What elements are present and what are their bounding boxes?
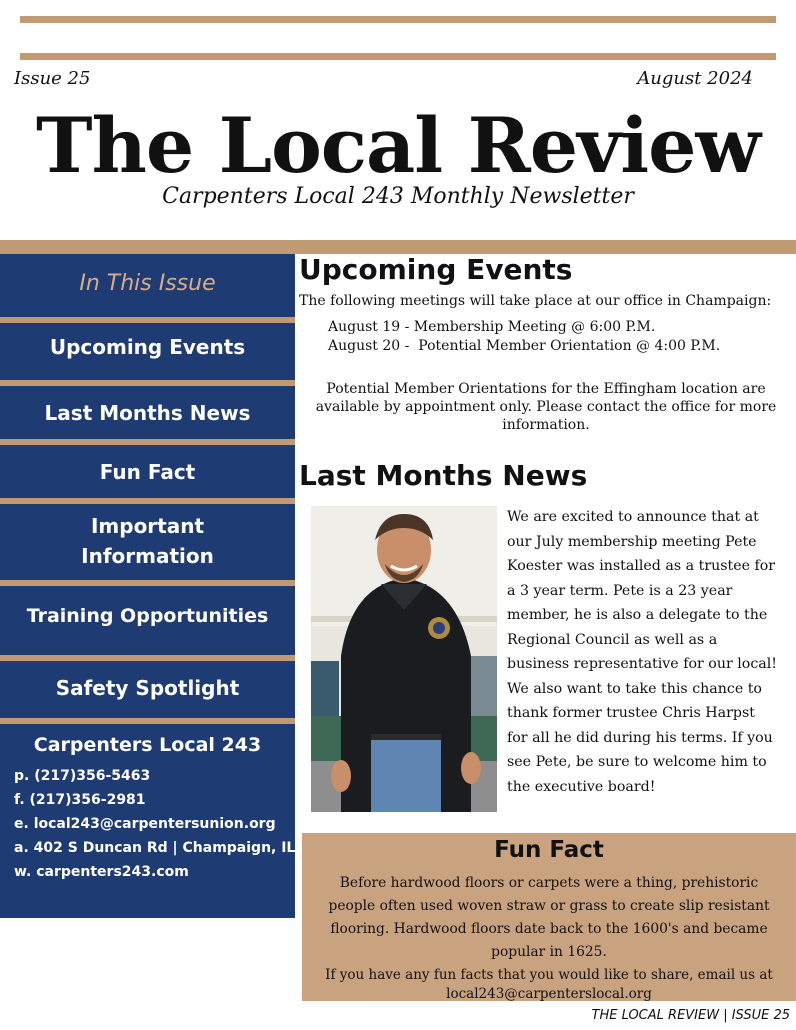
- newsletter-subtitle: Carpenters Local 243 Monthly Newsletter: [162, 184, 634, 209]
- fun-fact-line: popular in 1625.: [491, 944, 607, 960]
- contact-title: Carpenters Local 243: [33, 734, 262, 756]
- sidebar-item-training-opportunities[interactable]: Training Opportunities: [26, 605, 269, 627]
- news-line: business representative for our local!: [507, 656, 777, 672]
- sidebar-divider: [0, 655, 295, 661]
- fun-fact-line: people often used woven straw or grass to create slip resistant: [328, 898, 770, 914]
- sidebar-divider: [0, 439, 295, 445]
- sidebar-divider: [0, 580, 295, 586]
- top-rule-2: [20, 53, 776, 60]
- news-line: for all he did during his terms. If you: [507, 729, 773, 746]
- contact-fax: f. (217)356-2981: [14, 792, 146, 808]
- news-line: our July membership meeting Pete: [507, 533, 757, 550]
- news-line: We are excited to announce that at: [507, 509, 759, 525]
- news-line: the executive board!: [507, 778, 656, 795]
- trustee-photo: [311, 506, 497, 812]
- fun-fact-heading: Fun Fact: [494, 837, 604, 863]
- sidebar-item-upcoming-events[interactable]: Upcoming Events: [49, 335, 246, 359]
- contact-address: a. 402 S Duncan Rd | Champaign, IL: [14, 840, 296, 856]
- sidebar-item-important[interactable]: Important: [90, 514, 205, 538]
- newsletter-title: The Local Review: [36, 101, 760, 190]
- event-item: August 19 - Membership Meeting @ 6:00 P.M.: [328, 319, 656, 335]
- event-item: August 20 - Potential Member Orientation @ 4:00 P.M.: [328, 338, 721, 354]
- last-months-news-heading: Last Months News: [299, 459, 588, 492]
- contact-email[interactable]: e. local243@carpentersunion.org: [14, 816, 276, 832]
- orientation-note-line: information.: [502, 417, 590, 433]
- news-story: [507, 505, 792, 799]
- fun-fact-line: flooring. Hardwood floors date back to the 1600's and became: [330, 921, 768, 937]
- sidebar-item-safety-spotlight[interactable]: Safety Spotlight: [55, 676, 240, 700]
- news-line: Koester was installed as a trustee for: [507, 558, 776, 574]
- upcoming-intro: The following meetings will take place at our office in Champaign:: [299, 293, 772, 309]
- issue-date: August 2024: [637, 68, 753, 89]
- news-line: member, he is also a delegate to the: [507, 607, 768, 623]
- sidebar-divider: [0, 380, 295, 386]
- sidebar-item-fun-fact[interactable]: Fun Fact: [99, 460, 196, 484]
- sidebar-divider: [0, 317, 295, 323]
- share-line: If you have any fun facts that you would like to share, email us at: [325, 967, 773, 983]
- trustee-photo-image: [311, 506, 497, 812]
- sidebar-heading: In This Issue: [79, 271, 216, 296]
- sidebar-divider: [0, 718, 295, 724]
- news-line: a 3 year term. Pete is a 23 year: [507, 582, 733, 599]
- fun-fact-box: [302, 833, 796, 1001]
- page-footer: THE LOCAL REVIEW | ISSUE 25: [591, 1008, 790, 1023]
- sidebar-divider: [0, 498, 295, 504]
- contact-phone: p. (217)356-5463: [14, 768, 151, 784]
- news-line: thank former trustee Chris Harpst: [507, 705, 755, 721]
- news-line: see Pete, be sure to welcome him to: [507, 754, 767, 770]
- orientation-note-line: available by appointment only. Please contact the office for more: [315, 399, 777, 415]
- share-email[interactable]: local243@carpenterslocal.org: [446, 986, 652, 1002]
- fun-fact-line: Before hardwood floors or carpets were a thing, prehistoric: [339, 875, 759, 891]
- masthead-band: [0, 240, 796, 254]
- contact-website[interactable]: w. carpenters243.com: [14, 864, 189, 880]
- upcoming-events-heading: Upcoming Events: [299, 253, 573, 286]
- top-rule-1: [20, 16, 776, 23]
- orientation-note-line: Potential Member Orientations for the Effingham location are: [326, 381, 766, 397]
- news-line: Regional Council as well as a: [507, 631, 718, 648]
- issue-number: Issue 25: [14, 68, 91, 89]
- sidebar: [0, 254, 295, 918]
- sidebar-item-information[interactable]: Information: [81, 544, 214, 568]
- sidebar-item-last-months-news[interactable]: Last Months News: [44, 401, 251, 425]
- news-line: We also want to take this chance to: [507, 680, 762, 697]
